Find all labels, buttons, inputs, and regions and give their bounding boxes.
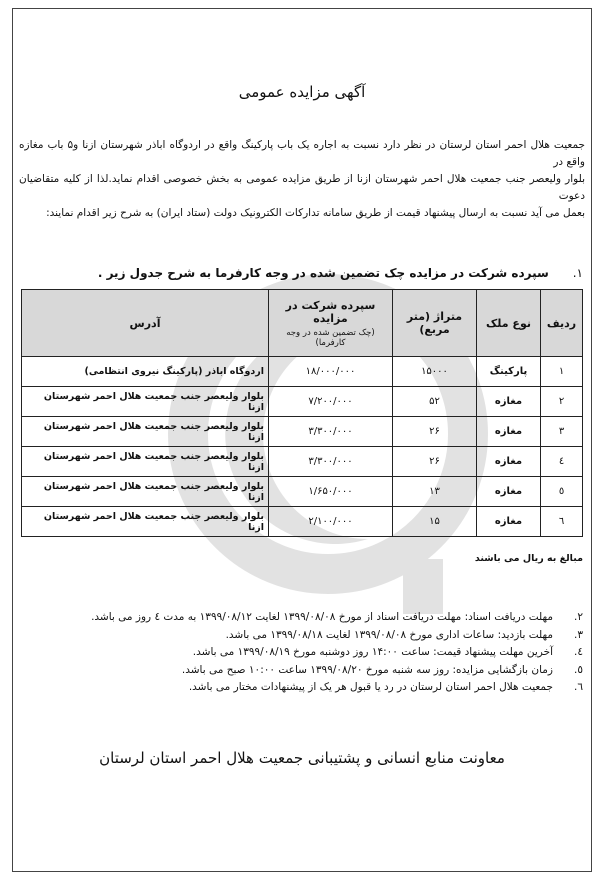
item-number: ٤. [574, 646, 583, 658]
cell-property-type: مغازه [477, 477, 541, 507]
cell-address: بلوار ولیعصر جنب جمعیت هلال احمر شهرستان ازنا [22, 507, 269, 537]
cell-area: ۱۵۰۰۰ [393, 357, 477, 387]
item-number: ٦. [574, 681, 583, 693]
deposit-table [21, 289, 583, 537]
header-row-number: ردیف [541, 290, 583, 357]
list-item [21, 627, 583, 645]
cell-row-number: ۱ [541, 357, 583, 387]
cell-row-number: ٦ [541, 507, 583, 537]
cell-deposit: ۲/۱۰۰/۰۰۰ [269, 507, 393, 537]
table-row [22, 477, 583, 507]
cell-row-number: ٤ [541, 447, 583, 477]
list-item [21, 609, 583, 627]
cell-area: ۲۶ [393, 417, 477, 447]
table-row [22, 417, 583, 447]
intro-line: جمعیت هلال احمر استان لرستان در نظر دارد نسبت به اجاره یک باب پارکینگ واقع در اردوگاه اباذر شهرستان ازنا و۵ باب مغازه واقع در [19, 139, 586, 168]
cell-deposit: ۱/۶۵۰/۰۰۰ [269, 477, 393, 507]
intro-paragraph [19, 137, 585, 222]
intro-line: بعمل می آید نسبت به ارسال پیشنهاد قیمت از طریق سامانه تدارکات الکترونیک دولت (ستاد ایران) به شرح زیر اقدام نمایند: [46, 207, 585, 219]
notice-title: آگهی مزایده عمومی [238, 83, 366, 101]
issuer-signature-line: معاونت منابع انسانی و پشتیبانی جمعیت هلال احمر استان لرستان [99, 749, 505, 767]
currency-note: مبالغ به ریال می باشند [474, 553, 583, 564]
table-row [22, 387, 583, 417]
header-address: آدرس [22, 290, 269, 357]
cell-area: ۱۳ [393, 477, 477, 507]
item-text: جمعیت هلال احمر استان لرستان در رد یا قبول هر یک از پیشنهادات مختار می باشد. [188, 681, 553, 693]
item-number: ۲. [574, 611, 583, 623]
item-number: ٥. [574, 663, 583, 676]
cell-address: بلوار ولیعصر جنب جمعیت هلال احمر شهرستان ازنا [22, 447, 269, 477]
cell-address: بلوار ولیعصر جنب جمعیت هلال احمر شهرستان ازنا [22, 387, 269, 417]
cell-deposit: ۷/۲۰۰/۰۰۰ [269, 387, 393, 417]
cell-row-number: ۳ [541, 417, 583, 447]
item-text: آخرین مهلت پیشنهاد قیمت: ساعت ۱۴:۰۰ روز دوشنبه مورخ ۱۳۹۹/۰۸/۱۹ می باشد. [192, 646, 553, 658]
section-number: ۱. [572, 266, 583, 280]
cell-property-type: مغازه [477, 387, 541, 417]
section-heading [21, 266, 583, 280]
notice-page [12, 8, 592, 872]
table-row [22, 357, 583, 387]
item-text: زمان بازگشایی مزایده: روز سه شنبه مورخ ۱۳۹۹/۰۸/۲۰ ساعت ۱۰:۰۰ صبح می باشد. [181, 663, 553, 676]
cell-property-type: مغازه [477, 447, 541, 477]
list-item [21, 644, 583, 662]
cell-property-type: پارکینگ [477, 357, 541, 387]
section-text: سپرده شرکت در مزایده چک تضمین شده در وجه کارفرما به شرح جدول زیر . [97, 266, 549, 280]
cell-deposit: ۳/۳۰۰/۰۰۰ [269, 447, 393, 477]
cell-area: ۱۵ [393, 507, 477, 537]
header-deposit [269, 290, 393, 357]
item-text: مهلت دریافت اسناد: مهلت دریافت اسناد از مورخ ۱۳۹۹/۰۸/۰۸ لغایت ۱۳۹۹/۰۸/۱۲ به مدت ٤ روز می باشد. [91, 611, 553, 623]
header-area: متراژ (متر مربع) [393, 290, 477, 357]
table-row [22, 447, 583, 477]
cell-property-type: مغازه [477, 417, 541, 447]
cell-address: اردوگاه اباذر (پارکینگ نیروی انتظامی) [22, 357, 269, 387]
table-row [22, 507, 583, 537]
table-header-row [22, 290, 583, 357]
list-item [21, 679, 583, 697]
header-deposit-label: سپرده شرکت در مزایده [285, 298, 376, 325]
cell-deposit: ۱۸/۰۰۰/۰۰۰ [269, 357, 393, 387]
cell-address: بلوار ولیعصر جنب جمعیت هلال احمر شهرستان ازنا [22, 417, 269, 447]
cell-deposit: ۳/۳۰۰/۰۰۰ [269, 417, 393, 447]
cell-row-number: ۲ [541, 387, 583, 417]
cell-address: بلوار ولیعصر جنب جمعیت هلال احمر شهرستان ازنا [22, 477, 269, 507]
item-number: ۳. [574, 628, 583, 641]
item-text: مهلت بازدید: ساعات اداری مورخ ۱۳۹۹/۰۸/۰۸ لغایت ۱۳۹۹/۰۸/۱۸ می باشد. [225, 628, 553, 641]
intro-line: بلوار ولیعصر جنب جمعیت هلال احمر شهرستان ازنا از طریق مزایده عمومی به بخش خصوصی اقدام نماید.لذا از کلیه متقاضیان دعوت [19, 173, 585, 202]
header-deposit-sub: (چک تضمین شده در وجه کارفرما) [286, 327, 375, 348]
cell-area: ۵۲ [393, 387, 477, 417]
cell-row-number: ٥ [541, 477, 583, 507]
cell-area: ۲۶ [393, 447, 477, 477]
conditions-list [21, 609, 583, 697]
header-property-type: نوع ملک [477, 290, 541, 357]
cell-property-type: مغازه [477, 507, 541, 537]
list-item [21, 662, 583, 680]
